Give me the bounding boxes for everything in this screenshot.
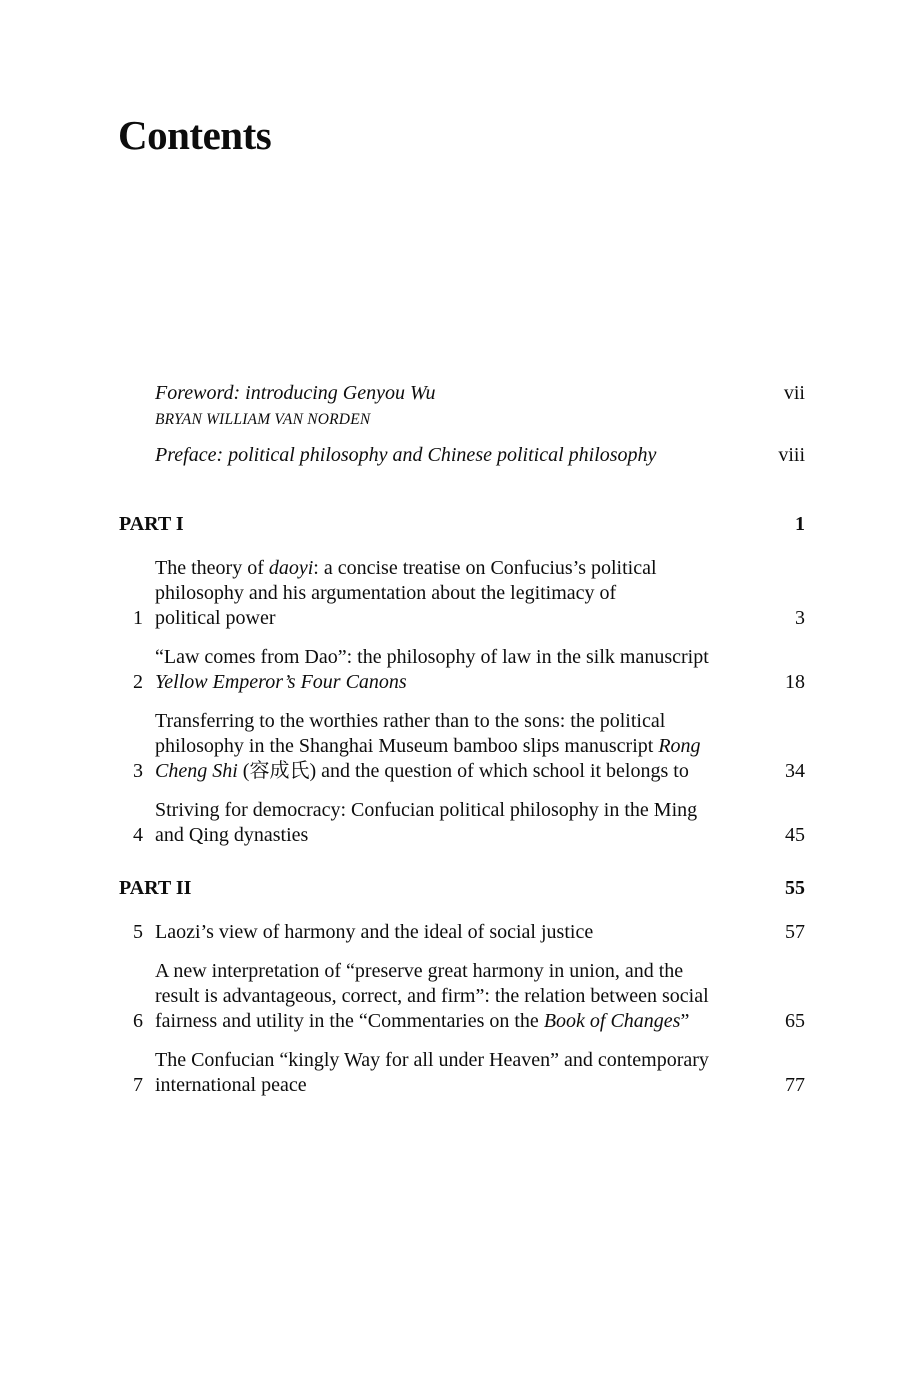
- chapter-title: [155, 959, 755, 1034]
- chapter-title: [155, 709, 755, 784]
- chapter-page-number: 45: [785, 824, 805, 847]
- chapter-page-number: 77: [785, 1074, 805, 1097]
- part-i-label: PART I: [119, 513, 184, 536]
- chapter-title-line: [155, 1073, 755, 1098]
- chapter-title-line: [155, 798, 755, 823]
- title-run-italic: Yellow Emperor’s Four Canons: [155, 671, 407, 694]
- title-run: and Qing dynasties: [155, 824, 309, 847]
- title-run: Transferring to the worthies rather than to the sons: the political: [155, 710, 666, 733]
- chapter-number: 4: [133, 824, 143, 847]
- chapter-title-line: [155, 645, 755, 670]
- chapter-title-line: [155, 581, 755, 606]
- chapter-page-number: 3: [795, 607, 805, 630]
- title-run: Laozi’s view of harmony and the ideal of social justice: [155, 921, 594, 944]
- front-matter-list: [118, 381, 805, 468]
- chapter-page-number: 65: [785, 1010, 805, 1033]
- chapter-title-line: [155, 920, 755, 945]
- chapter-number: 3: [133, 760, 143, 783]
- chapter-entry-1: [118, 556, 805, 631]
- part-i-heading: [118, 512, 805, 537]
- title-run-italic: daoyi: [268, 557, 314, 580]
- front-matter-row: [118, 381, 805, 406]
- chapter-title-line: [155, 1009, 755, 1034]
- entry-page-number: viii: [778, 444, 805, 467]
- chapter-entry-7: [118, 1048, 805, 1098]
- chapter-title-line: [155, 606, 755, 631]
- chapter-page-number: 34: [785, 760, 805, 783]
- chapter-number: 6: [133, 1010, 143, 1033]
- chapter-number: 5: [133, 921, 143, 944]
- chapter-title-line: [155, 759, 755, 784]
- title-run: “Law comes from Dao”: the philosophy of law in the silk manuscript: [155, 646, 709, 669]
- title-run: Striving for democracy: Confucian political philosophy in the Ming: [155, 799, 698, 822]
- chapter-title: [155, 645, 755, 695]
- chapter-entry-3: [118, 709, 805, 784]
- chapter-title: [155, 798, 755, 848]
- chapter-title-line: [155, 734, 755, 759]
- chapter-number: 7: [133, 1074, 143, 1097]
- part-ii-heading: [118, 876, 805, 901]
- entry-title: Preface: political philosophy and Chinese political philosophy: [155, 444, 657, 467]
- title-run: : a concise treatise on Confucius’s political: [313, 557, 657, 580]
- front-matter-entry-1: [118, 381, 805, 429]
- part-ii-chapters: [118, 920, 805, 1098]
- title-run: political power: [155, 607, 276, 630]
- entry-page-number: vii: [783, 382, 805, 405]
- title-run: international peace: [155, 1074, 307, 1097]
- chapter-title: [155, 556, 755, 631]
- title-run: A new interpretation of “preserve great harmony in union, and the: [155, 960, 684, 983]
- chapter-entry-2: [118, 645, 805, 695]
- chapter-title: [155, 1048, 755, 1098]
- chapter-number: 1: [133, 607, 143, 630]
- title-run: result is advantageous, correct, and firm”: the relation between social: [155, 985, 709, 1008]
- part-i-page-number: 1: [795, 513, 805, 536]
- chapter-entry-5: [118, 920, 805, 945]
- title-run: (容成氏) and the question of which school it belongs to: [237, 760, 689, 783]
- chapter-number: 2: [133, 671, 143, 694]
- chapter-entry-4: [118, 798, 805, 848]
- chapter-title-line: [155, 984, 755, 1009]
- entry-author: BRYAN WILLIAM VAN NORDEN: [155, 411, 371, 429]
- chapter-title-line: [155, 709, 755, 734]
- chapter-page-number: 18: [785, 671, 805, 694]
- chapter-title-line: [155, 670, 755, 695]
- title-run: ”: [680, 1010, 690, 1033]
- part-i-section: [118, 512, 805, 848]
- parts-list: [118, 512, 805, 1098]
- part-ii-label: PART II: [119, 877, 192, 900]
- entry-title: Foreword: introducing Genyou Wu: [155, 382, 436, 405]
- title-run: The theory of: [155, 557, 269, 580]
- part-ii-section: [118, 876, 805, 1098]
- page-title: Contents: [118, 112, 272, 158]
- chapter-title-line: [155, 959, 755, 984]
- chapter-title: [155, 920, 755, 945]
- title-run: fairness and utility in the “Commentaries on the: [155, 1010, 544, 1033]
- front-matter-entry-2: [118, 443, 805, 468]
- title-run-italic: Book of Changes: [543, 1010, 681, 1033]
- chapter-title-line: [155, 1048, 755, 1073]
- title-run: philosophy in the Shanghai Museum bamboo slips manuscript: [155, 735, 659, 758]
- chapter-entry-6: [118, 959, 805, 1034]
- part-ii-page-number: 55: [785, 877, 805, 900]
- front-matter-row: [118, 443, 805, 468]
- title-run: The Confucian “kingly Way for all under Heaven” and contemporary: [155, 1049, 709, 1072]
- chapter-title-line: [155, 823, 755, 848]
- chapter-page-number: 57: [785, 921, 805, 944]
- title-run-italic: Cheng Shi: [155, 760, 238, 783]
- chapter-title-line: [155, 556, 755, 581]
- title-run: philosophy and his argumentation about the legitimacy of: [155, 582, 617, 605]
- part-i-chapters: [118, 556, 805, 848]
- title-run-italic: Rong: [658, 735, 701, 758]
